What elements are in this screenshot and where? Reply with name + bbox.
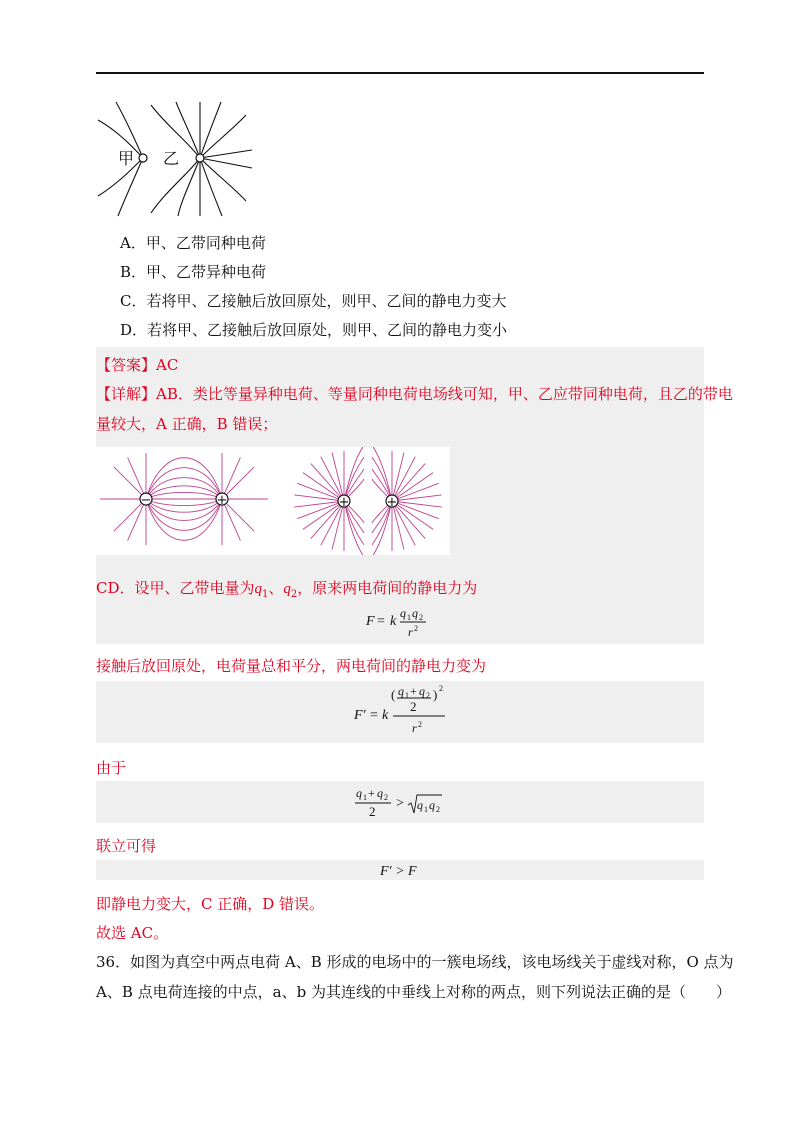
- label-yi: 乙: [163, 149, 180, 168]
- header-rule: [96, 72, 704, 74]
- comparison-field-figure: [96, 447, 450, 555]
- option-d: D．若将甲、乙接触后放回原处，则甲、乙间的静电力变小: [120, 321, 508, 339]
- svg-text:2: 2: [419, 613, 423, 622]
- formula-inequality: [352, 783, 452, 821]
- label-jia: 甲: [118, 149, 135, 168]
- after-contact-line: 接触后放回原处，电荷量总和平分，两电荷间的静电力变为: [96, 657, 487, 675]
- svg-text:q: q: [429, 798, 435, 812]
- plus-charge-3: +: [386, 495, 398, 510]
- choose-line: 故选 AC。: [96, 924, 169, 942]
- charge-yi: [196, 154, 204, 162]
- formula-coulomb: [360, 603, 440, 641]
- field-lines-figure: [96, 100, 256, 218]
- minus-charge: −: [140, 493, 152, 508]
- svg-text:2: 2: [384, 793, 388, 802]
- formula-after-contact: [350, 683, 460, 741]
- svg-text:1: 1: [363, 793, 367, 802]
- svg-text:1: 1: [424, 805, 428, 814]
- svg-text:q: q: [398, 684, 404, 698]
- because-line: 由于: [96, 759, 127, 777]
- svg-text:2: 2: [426, 691, 430, 700]
- svg-text:2: 2: [369, 804, 376, 819]
- cd-line: CD．设甲、乙带电量为$q_1$、$q_2$，原来两电荷间的静电力为: [96, 579, 478, 600]
- option-b: B．甲、乙带异种电荷: [120, 263, 267, 281]
- svg-text:=: =: [377, 614, 385, 629]
- svg-text:+: +: [368, 786, 375, 800]
- svg-text:>: >: [396, 796, 404, 811]
- svg-text:): ): [433, 687, 438, 702]
- option-c: C．若将甲、乙接触后放回原处，则甲、乙间的静电力变大: [120, 292, 507, 310]
- svg-text:q: q: [400, 606, 406, 620]
- formula-result: [378, 860, 428, 880]
- svg-text:q: q: [419, 684, 425, 698]
- svg-text:r: r: [412, 721, 417, 735]
- svg-text:2: 2: [436, 805, 440, 814]
- svg-text:=: =: [370, 708, 378, 723]
- svg-text:F′ > F: F′ > F: [380, 864, 417, 879]
- svg-text:q: q: [417, 798, 423, 812]
- svg-text:F′: F′: [354, 708, 366, 723]
- answer-line: 【答案】AC: [96, 356, 179, 374]
- svg-text:1: 1: [407, 613, 411, 622]
- combine-line: 联立可得: [96, 837, 157, 855]
- svg-text:2: 2: [439, 684, 443, 693]
- svg-text:2: 2: [418, 720, 422, 729]
- question-36-line-2: A、B 点电荷连接的中点，a、b 为其连线的中垂线上对称的两点，则下列说法正确的是（ ）: [96, 983, 731, 1001]
- plus-charge-2: +: [338, 495, 350, 510]
- conclusion-line: 即静电力变大，C 正确，D 错误。: [96, 895, 325, 913]
- option-a: A．甲、乙带同种电荷: [120, 234, 266, 252]
- plus-charge-1: +: [216, 493, 228, 508]
- svg-text:q: q: [356, 786, 362, 800]
- charge-jia: [139, 154, 147, 162]
- svg-text:q: q: [377, 786, 383, 800]
- svg-text:1: 1: [405, 691, 409, 700]
- svg-text:k: k: [382, 708, 389, 723]
- svg-text:2: 2: [414, 624, 418, 633]
- svg-text:r: r: [408, 625, 413, 639]
- svg-text:(: (: [391, 687, 396, 702]
- detail-line-2: 量较大，A 正确，B 错误；: [96, 415, 278, 433]
- svg-text:+: +: [410, 684, 417, 698]
- svg-text:k: k: [390, 614, 397, 629]
- svg-text:q: q: [412, 606, 418, 620]
- question-36-line-1: 36．如图为真空中两点电荷 A、B 形成的电场中的一簇电场线，该电场线关于虚线对称，O 点为: [96, 953, 734, 971]
- svg-text:2: 2: [410, 699, 417, 714]
- detail-line-1: 【详解】AB．类比等量异种电荷、等量同种电荷电场线可知，甲、乙应带同种电荷，且乙的带电: [96, 385, 733, 403]
- svg-text:F: F: [366, 614, 375, 629]
